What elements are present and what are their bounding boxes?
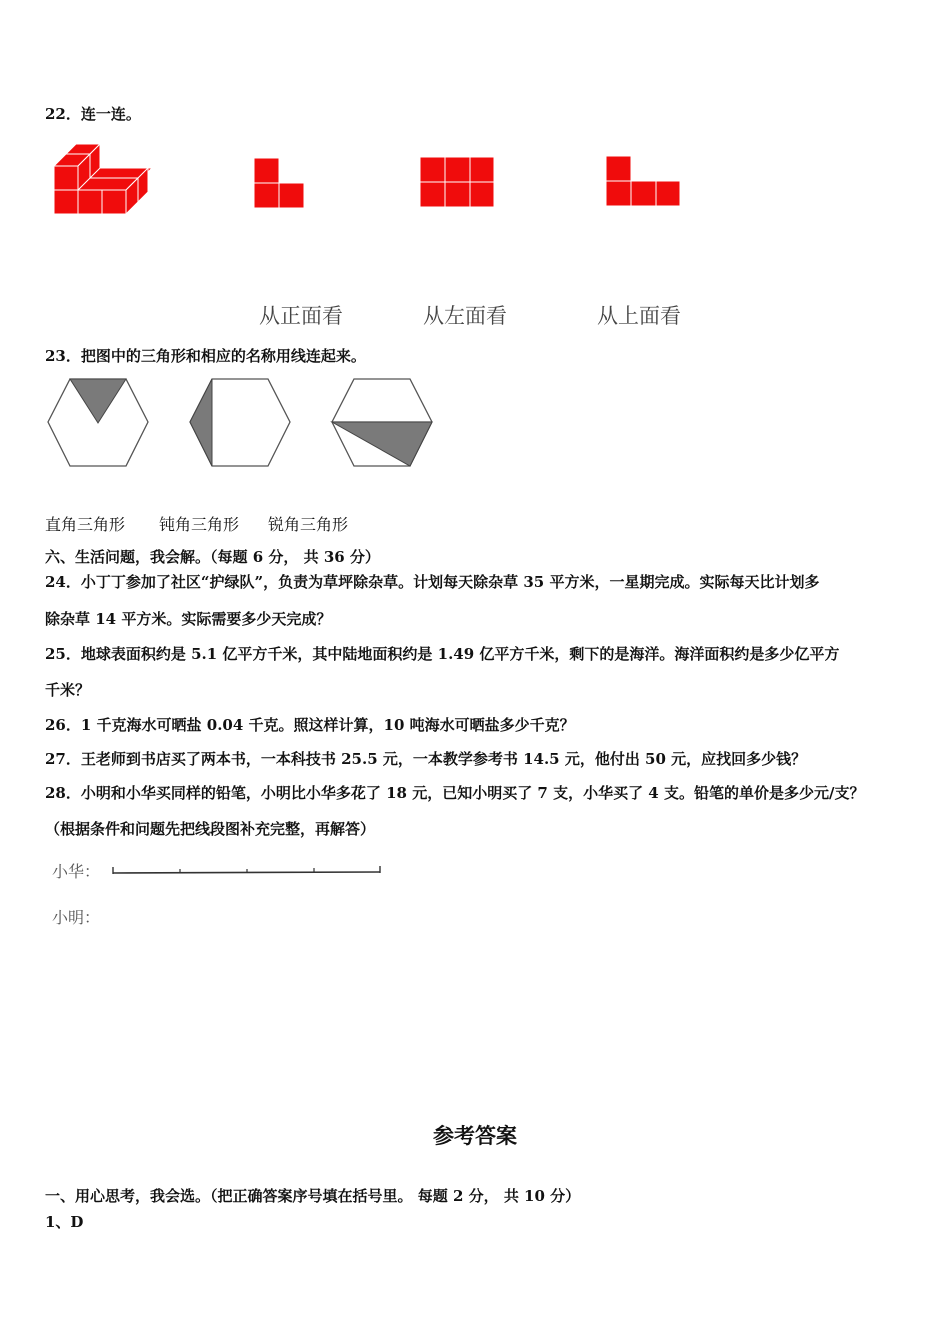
q25-line2: 千米？ [45,681,91,699]
triangle-name-right: 直角三角形 [45,515,126,534]
label-xiaoming: 小明： [52,908,101,927]
q26-text: 26．1 千克海水可晒盐 0.04 千克。照这样计算，10 吨海水可晒盐多少千克？ [45,716,575,734]
q22-title: 22．连一连。 [45,105,141,123]
hexagon-triangle-3 [330,378,434,468]
label-xiaohua: 小华： [52,862,101,881]
q28-text: 28．小明和小华买同样的铅笔，小明比小华多花了 18 元，已知小明买了 7 支，小华买了 4 支。铅笔的单价是多少元/支？ [45,784,865,802]
view-shape-l-wide [605,155,681,207]
segment-line-xiaohua [112,864,382,878]
q25-line1: 25．地球表面积约是 5.1 亿平方千米，其中陆地面积约是 1.49 亿平方千米，剩下的是海洋。海洋面积约是多少亿平方 [45,645,840,663]
answer-1: 1、D [45,1213,84,1231]
section6-title: 六、生活问题，我会解。（每题 6 分， 共 36 分） [45,548,380,566]
view-label-front: 从正面看 [259,304,343,328]
view-label-left: 从左面看 [423,304,507,328]
answers-title: 参考答案 [433,1123,517,1148]
q27-text: 27．王老师到书店买了两本书，一本科技书 25.5 元，一本教学参考书 14.5 元，他付出 50 元，应找回多少钱？ [45,750,807,768]
q24-line2: 除杂草 14 平方米。实际需要多少天完成？ [45,610,332,628]
q28-note: （根据条件和问题先把线段图补充完整，再解答） [45,820,376,838]
view-shape-l-tall [253,157,305,209]
hexagon-triangle-1 [46,378,150,468]
q23-title: 23．把图中的三角形和相应的名称用线连起来。 [45,347,366,365]
q24-line1: 24．小丁丁参加了社区“护绿队”，负责为草坪除杂草。计划每天除杂草 35 平方米，一星期完成。实际每天比计划多 [45,573,820,591]
hexagon-triangle-2 [188,378,292,468]
triangle-name-obtuse: 钝角三角形 [159,515,240,534]
view-label-top: 从上面看 [597,304,681,328]
triangle-name-acute: 锐角三角形 [268,515,349,534]
answers-section1: 一、用心思考，我会选。（把正确答案序号填在括号里。 每题 2 分， 共 10 分） [45,1187,581,1205]
cube-3d-figure [52,144,152,218]
view-shape-grid [419,156,495,208]
